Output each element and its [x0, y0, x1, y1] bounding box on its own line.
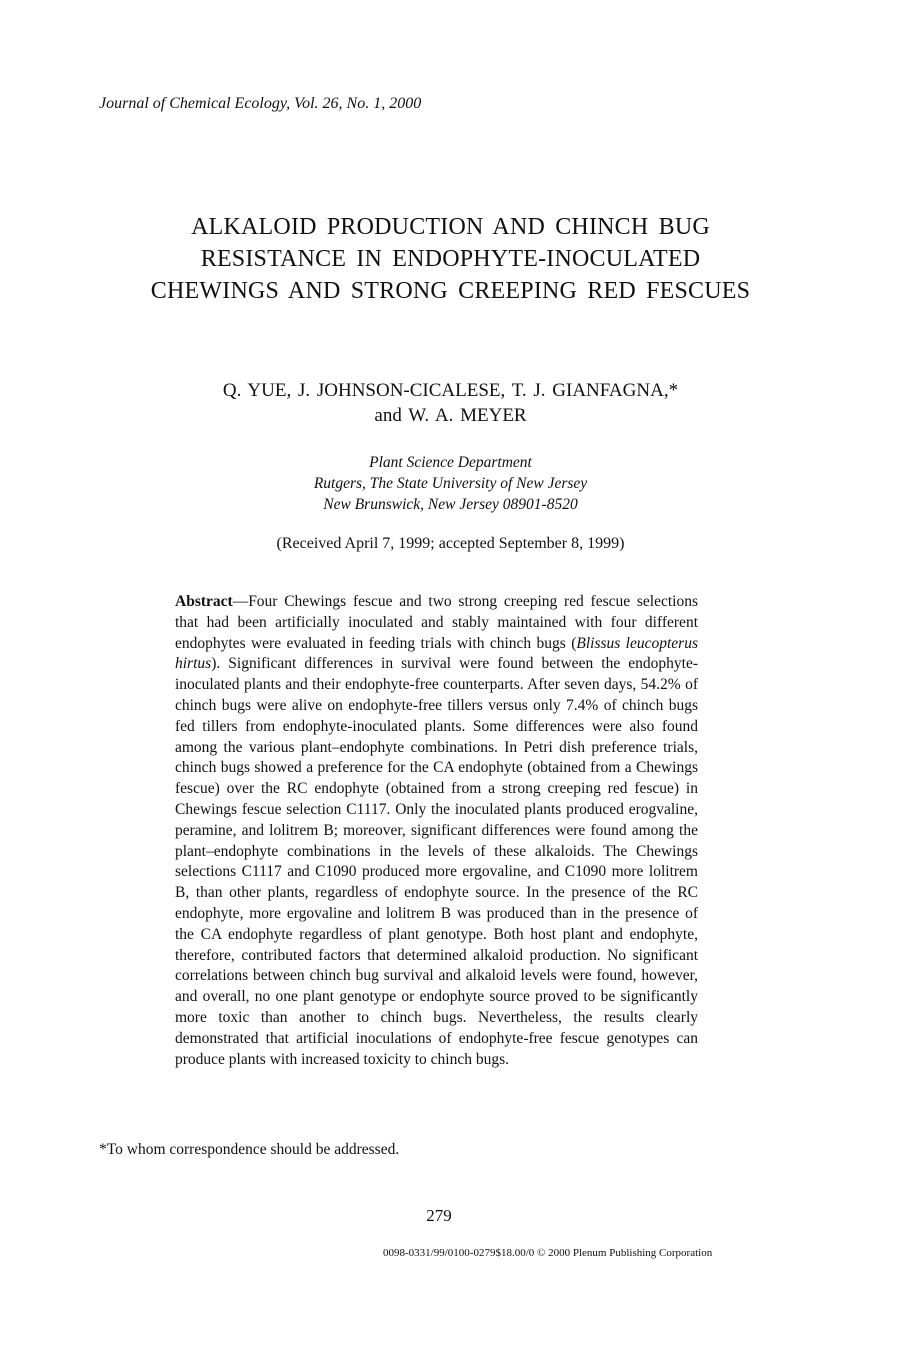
- copyright-line: 0098-0331/99/0100-0279$18.00/0 © 2000 Plenum Publishing Corporation: [383, 1247, 713, 1259]
- abstract-label: Abstract: [175, 593, 233, 610]
- author-list: [60, 378, 841, 428]
- title-line: CHEWINGS AND STRONG CREEPING RED FESCUES: [150, 278, 751, 304]
- received-dates: (Received April 7, 1999; accepted September 8, 1999): [276, 535, 625, 552]
- species-name: Blissus leucopterus hirtus: [175, 634, 698, 673]
- abstract-text-part2: ). Significant differences in survival were found between the endophyte-inoculated plants and their endophyte-free counterparts. After seven days, 54.2% of chinch bugs were alive on endophyte-free tillers versus only 7.4% of chinch bugs fed tillers from endophyte-inoculated plants. Some differences were also found among the various plant–endophyte combinations. In Petri dish preference trials, chinch bugs showed a preference for the CA endophyte (obtained from a Chewings fescue) over the RC endophyte (obtained from a strong creeping red fescue) in Chewings fescue selection C1117. Only the inoculated plants produced erogvaline, peramine, and lolitrem B; moreover, significant differences were found among the plant–endophyte combinations in the levels of these alkaloids. The Chewings selections C1117 and C1090 produced more ergovaline, and C1090 more lolitrem B, than other plants, regardless of endophyte source. In the presence of the RC endophyte, more ergovaline and lolitrem B was produced than in the presence of the CA endophyte regardless of plant genotype. Both host plant and endophyte, therefore, contributed factors that determined alkaloid production. No significant correlations between chinch bug survival and alkaloid levels were found, however, and overall, no one plant genotype or endophyte source proved to be significantly more toxic than another to chinch bugs. Nevertheless, the results clearly demonstrated that artificial inoculations of endophyte-free fescue genotypes can produce plants with increased toxicity to chinch bugs.: [175, 655, 698, 1068]
- author-line: and W. A. MEYER: [374, 405, 527, 426]
- journal-citation: Journal of Chemical Ecology, Vol. 26, No. 1, 2000: [99, 95, 422, 112]
- correspondence-footnote: *To whom correspondence should be addressed.: [99, 1141, 400, 1158]
- page-number: 279: [426, 1206, 452, 1225]
- abstract: [175, 592, 698, 1070]
- title-line: RESISTANCE IN ENDOPHYTE-INOCULATED: [200, 246, 701, 272]
- paper-title: [60, 211, 841, 307]
- affiliation-line: New Brunswick, New Jersey 08901-8520: [323, 496, 578, 513]
- author-line: Q. YUE, J. JOHNSON-CICALESE, T. J. GIANFAGNA,*: [222, 380, 679, 401]
- affiliation: [60, 452, 841, 515]
- abstract-text-part1: —Four Chewings fescue and two strong creeping red fescue selections that had been artificially inoculated and stably maintained with four different endophytes were evaluated in feeding trials with chinch bugs (: [175, 593, 698, 652]
- affiliation-line: Rutgers, The State University of New Jersey: [313, 475, 588, 492]
- title-line: ALKALOID PRODUCTION AND CHINCH BUG: [191, 214, 710, 240]
- affiliation-line: Plant Science Department: [369, 454, 532, 471]
